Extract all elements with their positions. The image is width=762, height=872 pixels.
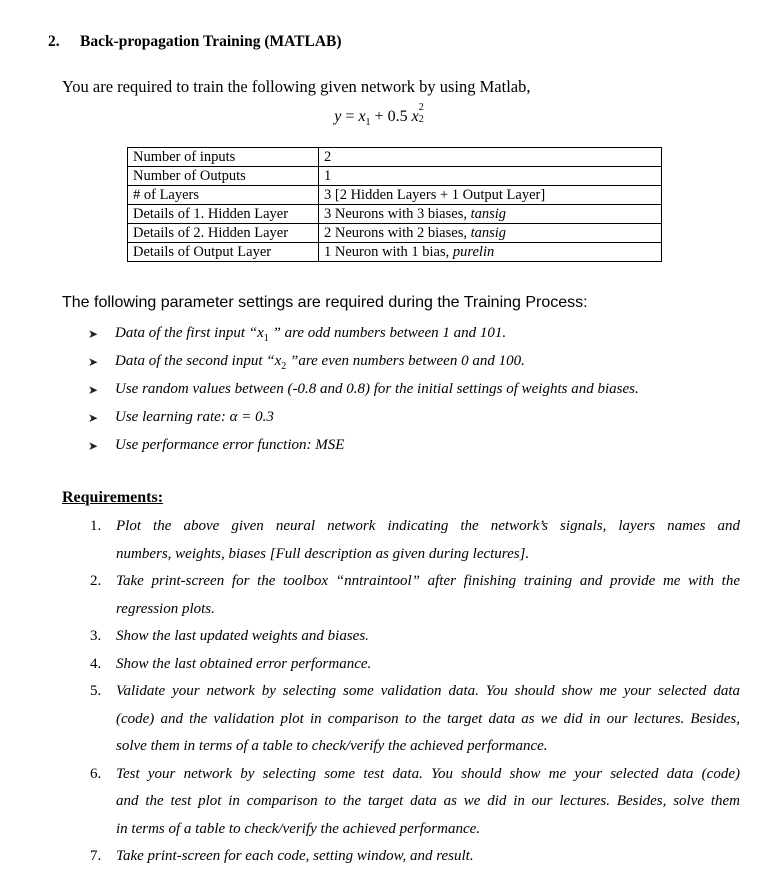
parameter-var: α xyxy=(229,408,238,425)
requirement-line: numbers, weights, biases [Full description as given during lectures]. xyxy=(116,545,530,562)
parameter-text xyxy=(115,437,344,456)
table-row xyxy=(128,224,662,243)
requirement-text xyxy=(116,513,740,568)
parameter-item xyxy=(88,376,639,404)
table-row xyxy=(128,167,662,186)
arrow-bullet-icon: ➤ xyxy=(88,326,99,341)
requirement-number: 4. xyxy=(90,655,102,672)
requirement-line: regression plots. xyxy=(116,600,215,617)
requirement-line: Validate your network by selecting some validation data. You should show me your selected data xyxy=(116,683,740,699)
requirement-item xyxy=(90,513,740,568)
section-heading xyxy=(48,33,342,51)
requirement-line: Test your network by selecting some test data. You should show me your selected data (code) xyxy=(116,765,740,782)
arrow-bullet-icon: ➤ xyxy=(88,438,99,453)
requirement-line: and the test plot in comparison to the target data as we did in our lectures. Besides, solve them xyxy=(116,793,740,809)
requirement-item xyxy=(90,623,740,651)
table-key: Details of 1. Hidden Layer xyxy=(128,205,319,224)
requirement-text xyxy=(116,843,740,871)
table-value xyxy=(319,224,662,243)
requirement-line: Show the last obtained error performance. xyxy=(116,655,372,672)
parameter-post: ” are odd numbers between 1 and 101. xyxy=(268,324,507,341)
parameter-var: x xyxy=(257,324,264,341)
formula-x2-sup: 2 xyxy=(418,102,424,113)
parameter-sub: 1 xyxy=(263,332,269,344)
arrow-bullet-icon: ➤ xyxy=(88,354,99,369)
parameter-pre: Use random values between (-0.8 and 0.8) for the initial settings of weights and biases. xyxy=(115,380,639,397)
requirement-item xyxy=(90,843,740,871)
table-value-italic: tansig xyxy=(470,205,507,222)
requirement-number: 5. xyxy=(90,683,102,699)
table-value xyxy=(319,205,662,224)
parameter-sub: 2 xyxy=(281,360,287,372)
parameter-post: ”are even numbers between 0 and 100. xyxy=(286,352,525,369)
table-value xyxy=(319,167,662,186)
requirement-line: Take print-screen for each code, setting window, and result. xyxy=(116,848,474,864)
formula-lhs: y xyxy=(334,108,342,125)
requirement-number: 1. xyxy=(90,518,102,534)
parameter-text xyxy=(115,325,506,344)
arrow-bullet-icon: ➤ xyxy=(88,382,99,397)
table-key: Details of 2. Hidden Layer xyxy=(128,224,319,243)
parameter-text xyxy=(115,381,639,400)
table-value xyxy=(319,186,662,205)
table-row xyxy=(128,243,662,262)
requirement-item xyxy=(90,678,740,761)
table-value-text: 2 Neurons with 2 biases, xyxy=(324,224,471,241)
requirement-number: 6. xyxy=(90,765,102,782)
table-value-italic: purelin xyxy=(452,243,495,260)
table-value-text: 3 [2 Hidden Layers + 1 Output Layer] xyxy=(324,186,546,203)
formula-x1-sub: 1 xyxy=(365,117,371,129)
table-key: Number of inputs xyxy=(128,148,319,167)
parameter-text xyxy=(115,409,274,428)
formula-x2-sub: 2 xyxy=(418,114,424,125)
formula-eq: = xyxy=(345,108,355,125)
section-title: Back-propagation Training (MATLAB) xyxy=(80,33,342,50)
table-value-text: 1 xyxy=(324,167,332,184)
table-value-text: 3 Neurons with 3 biases, xyxy=(324,205,471,222)
parameter-item xyxy=(88,348,639,376)
parameter-pre: Data of the second input “ xyxy=(115,352,275,369)
requirement-line: (code) and the validation plot in comparison to the target data as we did in our lectures. Besides, xyxy=(116,710,740,727)
table-key: # of Layers xyxy=(128,186,319,205)
requirement-number: 2. xyxy=(90,573,102,589)
table-value-italic: tansig xyxy=(470,224,507,241)
requirement-text xyxy=(116,568,740,623)
requirement-line: Take print-screen for the toolbox “nntraintool” after finishing training and provide me with the xyxy=(116,573,740,589)
table-value-text: 1 Neuron with 1 bias, xyxy=(324,243,453,260)
parameters-heading: The following parameter settings are required during the Training Process: xyxy=(62,294,588,311)
table-row xyxy=(128,205,662,224)
formula-x1: x xyxy=(358,108,366,125)
table-row xyxy=(128,186,662,205)
parameter-pre: Use performance error function: MSE xyxy=(115,436,345,453)
formula-x2: x xyxy=(411,108,419,125)
parameter-item xyxy=(88,432,639,460)
requirements-list xyxy=(90,513,740,871)
section-number: 2. xyxy=(48,33,60,50)
requirement-text xyxy=(116,761,740,844)
network-table xyxy=(127,147,662,262)
parameter-pre: Data of the first input “ xyxy=(115,324,258,341)
requirement-line: solve them in terms of a table to check/verify the achieved performance. xyxy=(116,738,548,754)
table-row xyxy=(128,148,662,167)
parameter-var: x xyxy=(274,352,282,369)
table-value xyxy=(319,148,662,167)
parameter-text xyxy=(115,353,525,372)
requirement-number: 7. xyxy=(90,848,102,864)
requirement-text xyxy=(116,623,740,651)
formula-plus: + 0.5 xyxy=(374,108,408,125)
requirement-item xyxy=(90,651,740,679)
parameter-post: = 0.3 xyxy=(237,408,274,425)
table-value-text: 2 xyxy=(324,148,332,165)
parameter-pre: Use learning rate: xyxy=(115,408,230,425)
formula xyxy=(0,102,762,129)
arrow-bullet-icon: ➤ xyxy=(88,410,99,425)
requirement-line: Show the last updated weights and biases. xyxy=(116,628,369,644)
requirements-heading: Requirements: xyxy=(62,489,164,506)
table-value xyxy=(319,243,662,262)
parameter-item xyxy=(88,404,639,432)
requirement-line: Plot the above given neural network indicating the network’s signals, layers names and xyxy=(116,518,740,534)
requirement-item xyxy=(90,761,740,844)
intro-text: You are required to train the following given network by using Matlab, xyxy=(62,77,531,96)
requirement-item xyxy=(90,568,740,623)
table-key: Number of Outputs xyxy=(128,167,319,186)
table-key: Details of Output Layer xyxy=(128,243,319,262)
requirement-line: in terms of a table to check/verify the achieved performance. xyxy=(116,820,481,837)
formula-x2-scripts xyxy=(418,102,428,125)
requirement-number: 3. xyxy=(90,628,102,644)
parameter-item xyxy=(88,320,639,348)
parameters-list xyxy=(88,320,639,460)
requirement-text xyxy=(116,651,740,679)
requirement-text xyxy=(116,678,740,761)
